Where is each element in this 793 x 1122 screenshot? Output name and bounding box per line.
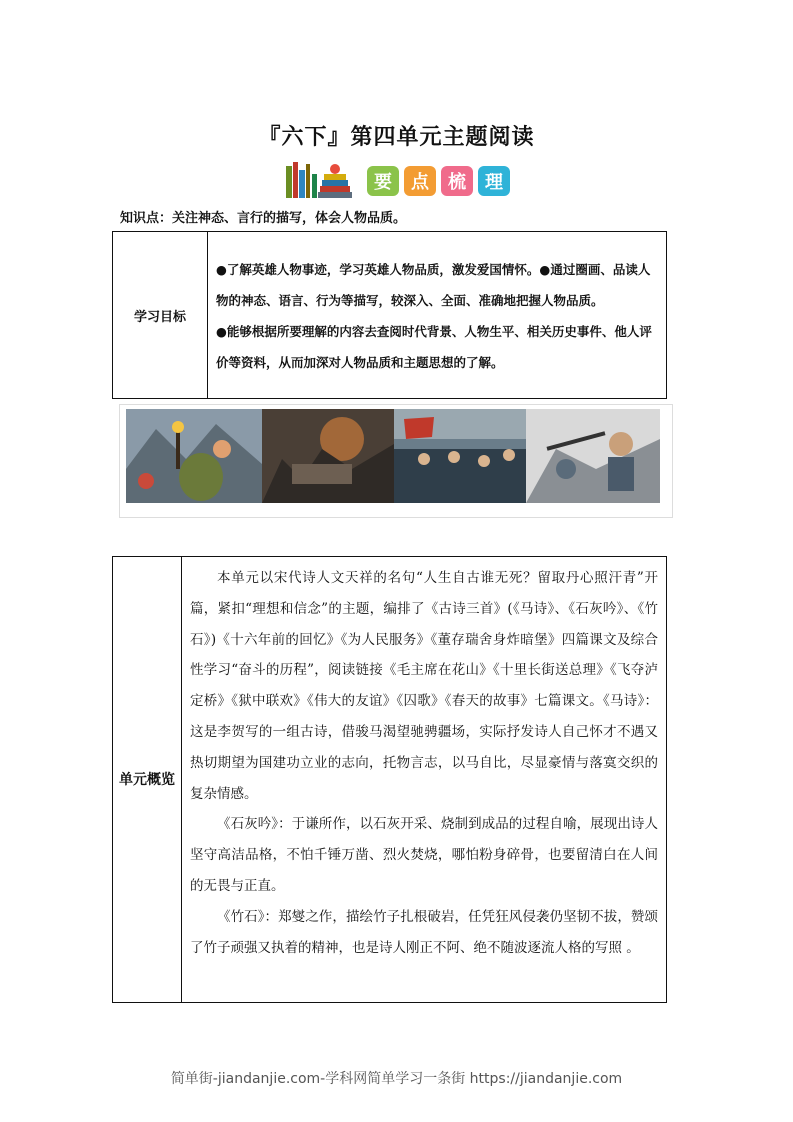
illustration-panel-4 bbox=[526, 409, 660, 503]
overview-paragraph: 《石灰吟》：于谦所作，以石灰开采、烧制到成品的过程自喻，展现出诗人坚守高洁品格，不怕千锤万凿、烈火焚烧，哪怕粉身碎骨，也要留清白在人间的无畏与正直。 bbox=[190, 816, 658, 894]
illustration-strip bbox=[119, 404, 673, 518]
unit-overview-table bbox=[112, 556, 667, 1003]
goal-item: ●能够根据所要理解的内容去查阅时代背景、人物生平、相关历史事件、他人评价等资料，从而加深对人物品质和主题思想的了解。 bbox=[216, 324, 652, 370]
illustration-panel-2 bbox=[262, 409, 394, 503]
goals-content bbox=[208, 232, 667, 399]
page-title: 『六下』第四单元主题阅读 bbox=[258, 125, 535, 150]
overview-paragraph: 《竹石》：郑燮之作，描绘竹子扎根破岩，任凭狂风侵袭仍坚韧不拔，赞颂了竹子顽强又执着的精神，也是诗人刚正不阿、绝不随波逐流人格的写照 。 bbox=[190, 908, 658, 956]
banner-chips bbox=[367, 166, 510, 196]
banner-chip-4: 理 bbox=[478, 166, 510, 196]
goal-item: ●了解英雄人物事迹，学习英雄人物品质，激发爱国情怀。●通过圈画、品读人物的神态、语言、行为等描写，较深入、全面、准确地把握人物品质。 bbox=[216, 262, 651, 308]
learning-goals-table bbox=[112, 231, 667, 399]
banner-chip-3: 梳 bbox=[441, 166, 473, 196]
footer-watermark: 简单街-jiandanjie.com-学科网简单学习一条街 https://jiandanjie.com bbox=[170, 1071, 623, 1087]
illustration-panel-1 bbox=[126, 409, 262, 503]
illustration-panel-3 bbox=[394, 409, 526, 503]
books-icon bbox=[284, 160, 364, 200]
overview-content bbox=[182, 557, 667, 1003]
overview-label: 单元概览 bbox=[113, 557, 182, 1003]
section-banner bbox=[284, 158, 514, 202]
knowledge-point: 知识点：关注神态、言行的描写，体会人物品质。 bbox=[120, 211, 407, 226]
goals-label: 学习目标 bbox=[113, 232, 208, 399]
overview-paragraph: 本单元以宋代诗人文天祥的名句“人生自古谁无死？留取丹心照汗青”开篇，紧扣“理想和信念”的主题，编排了《古诗三首》(《马诗》、《石灰吟》、《竹石》)《十六年前的回忆》《为人民服务》《董存瑞舍身炸暗堡》四篇课文及综合性学习“奋斗的历程”，阅读链接《毛主席在花山》《十里长街送总理》《飞夺泸定桥》《狱中联欢》《伟大的友谊》《囚歌》《春天的故事》七篇课文。《马诗》：这是李贺写的一组古诗，借骏马渴望驰骋疆场，实际抒发诗人自己怀才不遇又热切期望为国建功立业的志向，托物言志，以马自比，尽显豪情与落寞交织的复杂情感。 bbox=[190, 570, 658, 802]
banner-chip-1: 要 bbox=[367, 166, 399, 196]
banner-chip-2: 点 bbox=[404, 166, 436, 196]
